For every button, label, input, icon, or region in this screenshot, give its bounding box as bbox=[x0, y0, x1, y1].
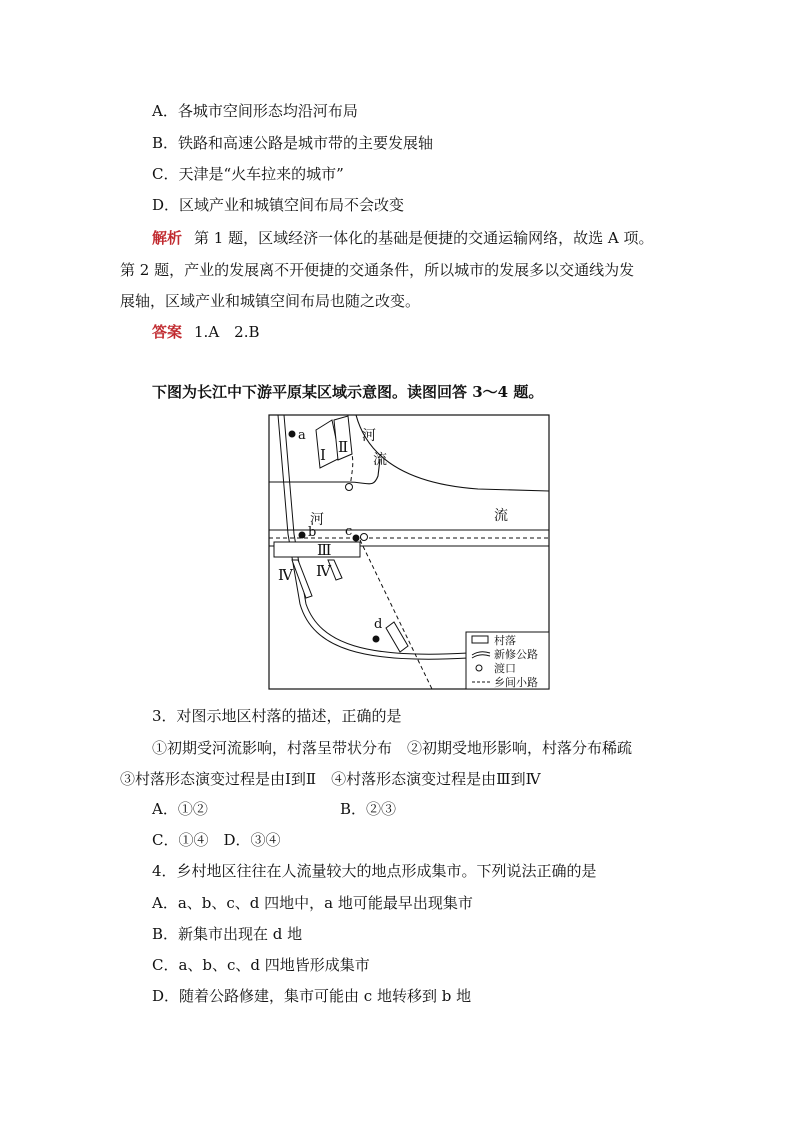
q2-option-a: A．各城市空间形态均沿河布局 bbox=[152, 102, 358, 120]
ferry-south bbox=[361, 534, 368, 541]
zone-iii-label: Ⅲ bbox=[317, 541, 332, 559]
point-b-label: b bbox=[308, 525, 317, 540]
analysis-line-1 bbox=[152, 228, 653, 248]
answer-text: 1.A 2.B bbox=[194, 323, 260, 341]
legend-village-symbol bbox=[472, 636, 488, 643]
q4-option-d: D．随着公路修建，集市可能由 c 地转移到 b 地 bbox=[152, 987, 472, 1005]
ferry-north bbox=[346, 484, 353, 491]
q3-stem: 3．对图示地区村落的描述，正确的是 bbox=[152, 707, 402, 725]
q2-option-b: B．铁路和高速公路是城市带的主要发展轴 bbox=[152, 134, 434, 152]
q2-option-d: D．区域产业和城镇空间布局不会改变 bbox=[152, 196, 405, 214]
point-a-marker bbox=[289, 431, 296, 438]
zone-ii-label: Ⅱ bbox=[338, 438, 349, 456]
point-a-label: a bbox=[298, 428, 306, 443]
analysis-label: 解析 bbox=[152, 229, 183, 247]
zone-iv-west-label: Ⅳ bbox=[278, 566, 293, 584]
q4-option-c: C．a、b、c、d 四地皆形成集市 bbox=[152, 956, 370, 974]
legend-ferry-symbol bbox=[476, 665, 482, 671]
legend-path: 乡间小路 bbox=[494, 676, 538, 689]
q3-statements-1: ①初期受河流影响，村落呈带状分布 ②初期受地形影响，村落分布稀疏 bbox=[152, 739, 633, 757]
map-legend bbox=[466, 632, 549, 689]
region-map bbox=[268, 414, 550, 690]
q4-option-b: B．新集市出现在 d 地 bbox=[152, 925, 303, 943]
point-b-marker bbox=[299, 532, 306, 539]
q4-option-a: A．a、b、c、d 四地中，a 地可能最早出现集市 bbox=[152, 894, 473, 912]
legend-ferry: 渡口 bbox=[494, 662, 516, 675]
zone-iv-east-label: Ⅳ bbox=[316, 562, 331, 580]
answer-line bbox=[152, 322, 260, 342]
river-label-main-2: 流 bbox=[494, 508, 508, 524]
legend-road: 新修公路 bbox=[494, 648, 538, 661]
q3-option-a: A．①② bbox=[152, 800, 208, 818]
river-label-upper-2: 流 bbox=[373, 452, 387, 468]
q2-option-c: C．天津是“火车拉来的城市” bbox=[152, 165, 344, 183]
point-d-label: d bbox=[374, 617, 383, 632]
figure-intro: 下图为长江中下游平原某区域示意图。读图回答 3～4 题。 bbox=[152, 383, 544, 401]
point-d-marker bbox=[373, 636, 380, 643]
analysis-line-3: 展轴，区域产业和城镇空间布局也随之改变。 bbox=[120, 292, 421, 310]
answer-label: 答案 bbox=[152, 323, 183, 341]
point-c-marker bbox=[353, 535, 360, 542]
q4-stem: 4．乡村地区往往在人流量较大的地点形成集市。下列说法正确的是 bbox=[152, 862, 597, 880]
zone-i-label: Ⅰ bbox=[320, 446, 326, 464]
point-c-label: c bbox=[345, 524, 353, 539]
q3-option-b: B．②③ bbox=[340, 800, 397, 818]
analysis-line-2: 第 2 题，产业的发展离不开便捷的交通条件，所以城市的发展多以交通线为发 bbox=[120, 261, 635, 279]
q3-statements-2: ③村落形态演变过程是由Ⅰ到Ⅱ ④村落形态演变过程是由Ⅲ到Ⅳ bbox=[120, 770, 541, 788]
analysis-text-1: 第 1 题，区域经济一体化的基础是便捷的交通运输网络，故选 A 项。 bbox=[194, 229, 654, 247]
q3-option-cd: C．①④ D．③④ bbox=[152, 831, 281, 849]
river-label-main-1: 河 bbox=[310, 512, 324, 528]
river-label-upper-1: 河 bbox=[362, 428, 376, 444]
legend-village: 村落 bbox=[494, 634, 516, 647]
